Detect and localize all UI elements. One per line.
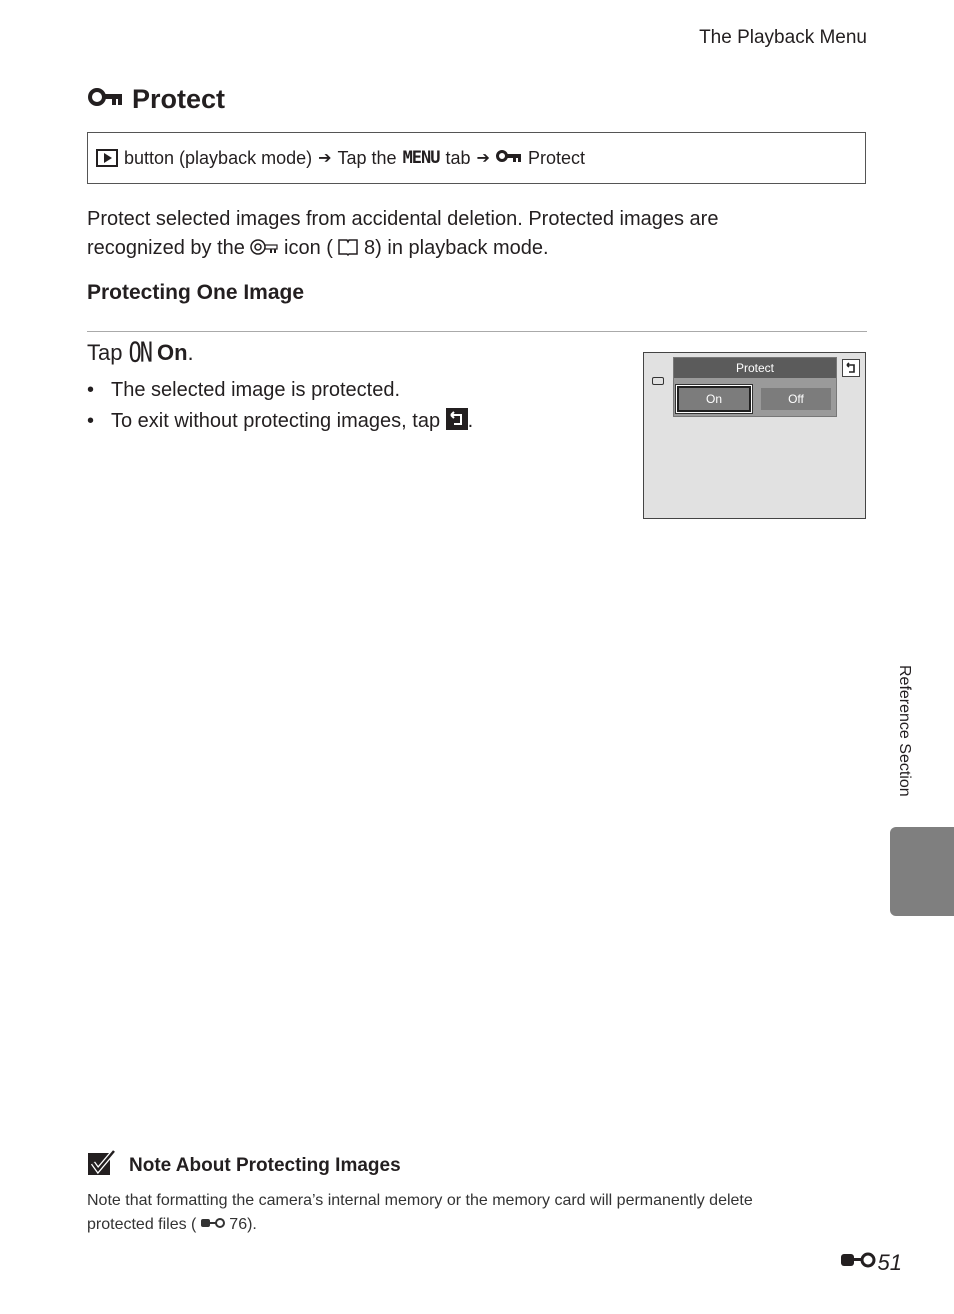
note-text-part: ). [247, 1216, 257, 1233]
protect-indicator-icon [652, 377, 664, 385]
back-icon[interactable] [842, 359, 860, 377]
section-heading: Protecting One Image [87, 281, 305, 304]
camera-screen-illustration [643, 352, 866, 519]
protect-key-icon [496, 148, 522, 169]
page-title [88, 84, 225, 115]
bullet-text: To exit without protecting images, tap [111, 410, 441, 432]
arrow-right-icon: ➔ [318, 150, 332, 167]
side-section-label: Reference Section [896, 665, 913, 797]
nav-target: Protect [527, 147, 585, 168]
bullet-list [87, 375, 473, 437]
nav-tab-text: tab [445, 147, 471, 168]
list-item [87, 406, 473, 437]
playback-button-icon [96, 149, 118, 167]
dialog-title: Protect [674, 358, 836, 378]
intro-line-2 [87, 234, 847, 263]
note-line-1: Note that formatting the camera’s internal memory or the memory card will permanently delete [87, 1192, 753, 1209]
back-icon [446, 408, 468, 430]
intro-paragraph [87, 205, 847, 263]
list-item: • The selected image is protected. [87, 375, 473, 406]
bullet-period: . [467, 410, 474, 432]
off-button[interactable]: Off [761, 388, 831, 410]
step-instruction [87, 337, 194, 369]
menu-word: MENU [402, 148, 440, 168]
arrow-right-icon: ➔ [476, 150, 490, 167]
check-icon [87, 1149, 117, 1183]
protect-dialog [673, 357, 837, 417]
reference-e-icon [196, 1216, 229, 1233]
intro-text: ) in playback mode. [375, 237, 549, 259]
note-text-part: protected files ( [87, 1216, 197, 1233]
running-header: The Playback Menu [699, 27, 867, 48]
on-button[interactable]: On [679, 388, 749, 410]
divider [87, 331, 867, 332]
intro-text: icon ( [284, 237, 333, 259]
intro-line-1: Protect selected images from accidental deletion. Protected images are [87, 208, 719, 230]
page-reference: 8 [364, 237, 376, 259]
page-reference: 76 [229, 1216, 248, 1233]
protect-key-icon [88, 84, 124, 115]
step-on: On [156, 340, 188, 365]
page-title-text: Protect [132, 84, 226, 114]
note-line-2 [87, 1213, 857, 1237]
step-tap: Tap [87, 340, 123, 365]
step-period: . [187, 340, 194, 365]
page-number-text: 51 [877, 1250, 902, 1275]
book-icon [333, 237, 364, 259]
protected-indicator-icon [250, 237, 284, 259]
intro-text: recognized by the [87, 237, 245, 259]
nav-tap-text: Tap the [337, 147, 397, 168]
section-tab [890, 827, 954, 916]
note-text [87, 1189, 857, 1237]
on-glyph-icon: ON [128, 337, 151, 369]
note-heading [87, 1149, 401, 1183]
note-title: Note About Protecting Images [129, 1155, 401, 1176]
page-number [840, 1250, 902, 1276]
navigation-path [87, 132, 866, 184]
reference-e-icon [840, 1250, 876, 1276]
nav-button-text: button (playback mode) [124, 147, 313, 168]
